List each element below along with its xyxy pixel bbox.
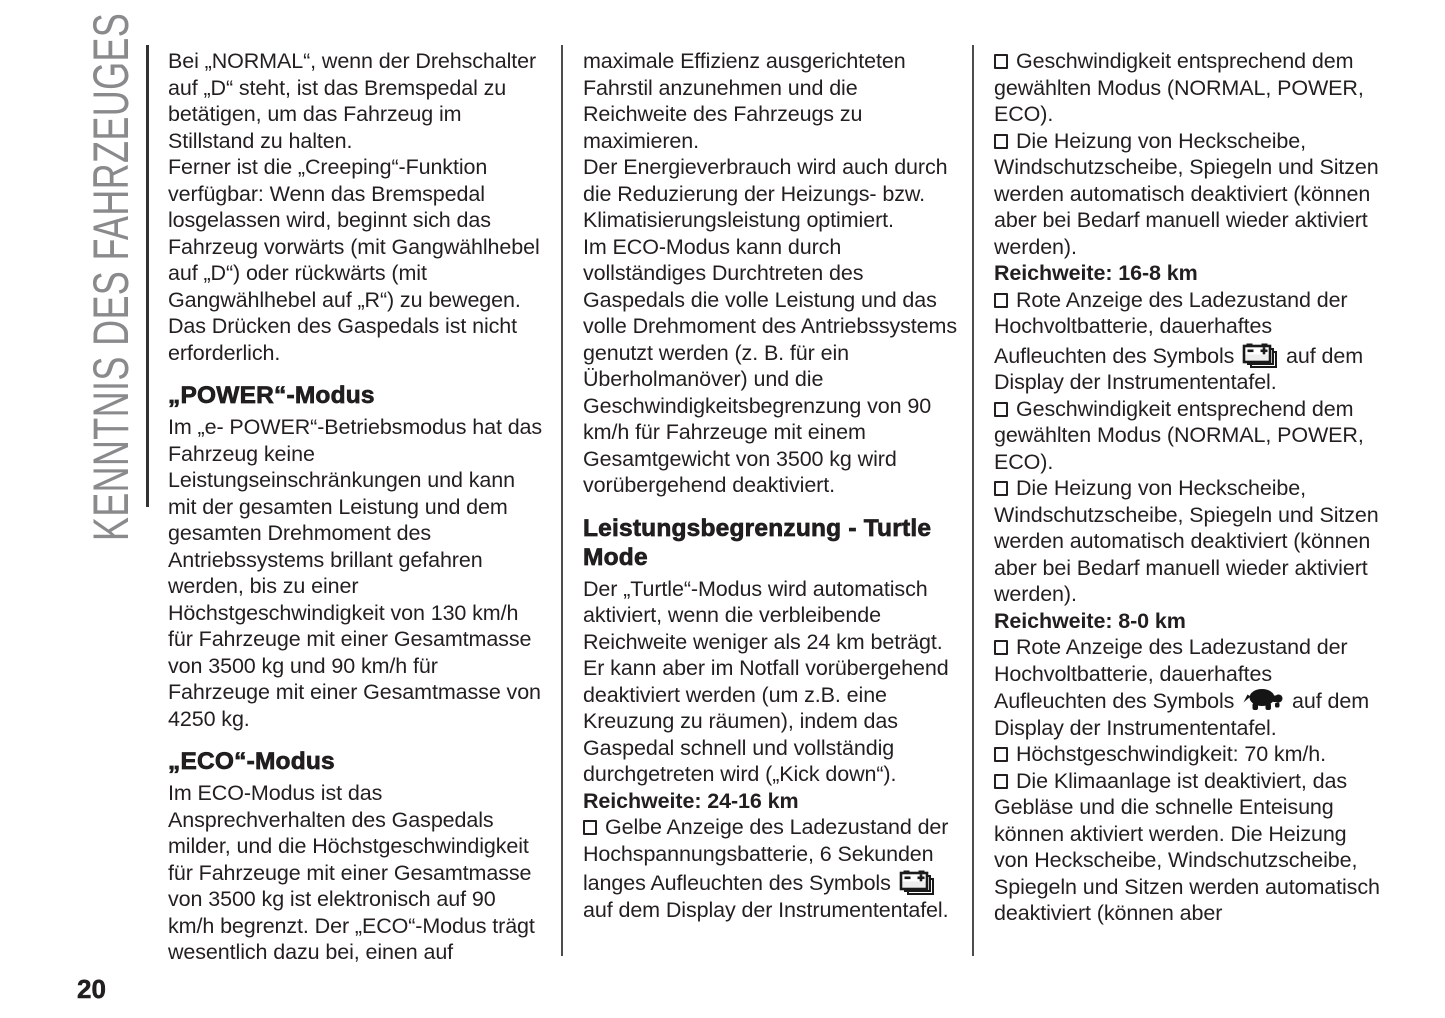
sub-heading: Reichweite: 8-0 km [994,608,1186,633]
paragraph: Bei „NORMAL“, wenn der Drehschalter auf „D“ steht, ist das Bremspedal zu betätigen, um das Fahrzeug im Stillstand zu halten. [168,49,537,153]
sidebar-rule [146,45,149,507]
square-bullet-icon [994,134,1008,149]
battery-icon [899,867,935,896]
bullet-item: Gelbe Anzeige des Ladezustand der Hochspannungsbatterie, 6 Sekunden langes Aufleuchten des Symbols auf dem Display der Instrumententafel. [583,815,949,922]
paragraph: maximale Effizienz ausgerichteten Fahrstil anzunehmen und die Reichweite des Fahrzeugs zu maximieren. [583,49,906,153]
bullet-item: Geschwindigkeit entsprechend dem gewählten Modus (NORMAL, POWER, ECO). [994,49,1364,126]
text-column-3 [994,48,1380,927]
square-bullet-icon [994,54,1008,69]
bullet-item: Rote Anzeige des Ladezustand der Hochvoltbatterie, dauerhaftes Aufleuchten des Symbols auf dem Display der Instrumententafel. [994,635,1370,740]
section-heading: „ECO“-Modus [168,748,335,775]
bullet-item: Geschwindigkeit entsprechend dem gewählten Modus (NORMAL, POWER, ECO). [994,396,1364,474]
battery-icon [1242,340,1278,369]
bullet-item: Rote Anzeige des Ladezustand der Hochvoltbatterie, dauerhaftes Aufleuchten des Symbols auf dem Display der Instrumententafel. [994,287,1364,394]
paragraph: Der Energieverbrauch wird auch durch die Reduzierung der Heizungs- bzw. Klimatisierungsleistung optimiert. [583,155,948,232]
turtle-icon [1242,687,1284,712]
sub-heading: Reichweite: 16-8 km [994,261,1198,285]
page-number: 20 [77,974,106,1004]
column-divider-1 [561,45,563,956]
paragraph: Im „e- POWER“-Betriebsmodus hat das Fahrzeug keine Leistungseinschränkungen und kann mit der gesamten Leistung und dem gesamten Drehmoment des Antriebssystems brillant gefahren werden, bis zu einer Höchstgeschwindigkeit von 130 km/h für Fahrzeuge mit einer Gesamtmasse von 3500 kg und 90 km/h für Fahrzeuge mit einer Gesamtmasse von 4250 kg. [168,415,543,731]
square-bullet-icon [994,402,1008,417]
section-heading: „POWER“-Modus [168,382,375,409]
square-bullet-icon [994,293,1008,308]
paragraph: Der „Turtle“-Modus wird automatisch aktiviert, wenn die verbleibende Reichweite weniger als 24 km beträgt. Er kann aber im Notfall vorübergehend deaktiviert werden (um z.B. eine Kreuzung zu räumen), indem das Gaspedal schnell und vollständig durchgetreten wird („Kick down“). [583,576,949,786]
paragraph: Im ECO-Modus kann durch vollständiges Durchtreten des Gaspedals die volle Leistung und das volle Drehmoment des Antriebssystems genutzt werden (z. B. für ein Überholmanöver) und die Geschwindigkeitsbegrenzung von 90 km/h für Fahrzeuge mit einem Gesamtgewicht von 3500 kg wird vorübergehend deaktiviert. [583,234,957,497]
text-column-1 [168,48,545,966]
square-bullet-icon [583,820,597,835]
bullet-item: Höchstgeschwindigkeit: 70 km/h. [994,741,1380,768]
text-column-2 [583,48,959,923]
sub-heading: Reichweite: 24-16 km [583,788,799,813]
paragraph: Im ECO-Modus ist das Ansprechverhalten des Gaspedals milder, und die Höchstgeschwindigkeit für Fahrzeuge mit einer Gesamtmasse von 3500 kg ist elektronisch auf 90 km/h begrenzt. Der „ECO“-Modus trägt wesentlich dazu bei, einen auf [168,781,535,964]
square-bullet-icon [994,774,1008,789]
paragraph: Ferner ist die „Creeping“-Funktion verfügbar: Wenn das Bremspedal losgelassen wird, beginnt sich das Fahrzeug vorwärts (mit Gangwählhebel auf „D“) oder rückwärts (mit Gangwählhebel auf „R“) zu bewegen. Das Drücken des Gaspedals ist nicht erforderlich. [168,155,540,365]
bullet-item: Die Klimaanlage ist deaktiviert, das Gebläse und die schnelle Enteisung können aktiviert werden. Die Heizung von Heckscheibe, Windschutzscheibe, Spiegeln und Sitzen werden automatisch deaktiviert (können aber [994,768,1380,925]
section-heading: Leistungsbegrenzung - Turtle Mode [583,514,932,571]
square-bullet-icon [994,747,1008,762]
chapter-sidebar [80,12,142,541]
square-bullet-icon [994,481,1008,496]
column-divider-2 [972,45,974,956]
chapter-sidebar-label: KENNTNIS DES FAHRZEUGES [83,12,139,541]
square-bullet-icon [994,640,1008,655]
bullet-item: Die Heizung von Heckscheibe, Windschutzscheibe, Spiegeln und Sitzen werden automatisch deaktiviert (können aber bei Bedarf manuell wieder aktiviert werden). [994,476,1379,606]
bullet-item: Die Heizung von Heckscheibe, Windschutzscheibe, Spiegeln und Sitzen werden automatisch deaktiviert (können aber bei Bedarf manuell wieder aktiviert werden). [994,128,1379,259]
